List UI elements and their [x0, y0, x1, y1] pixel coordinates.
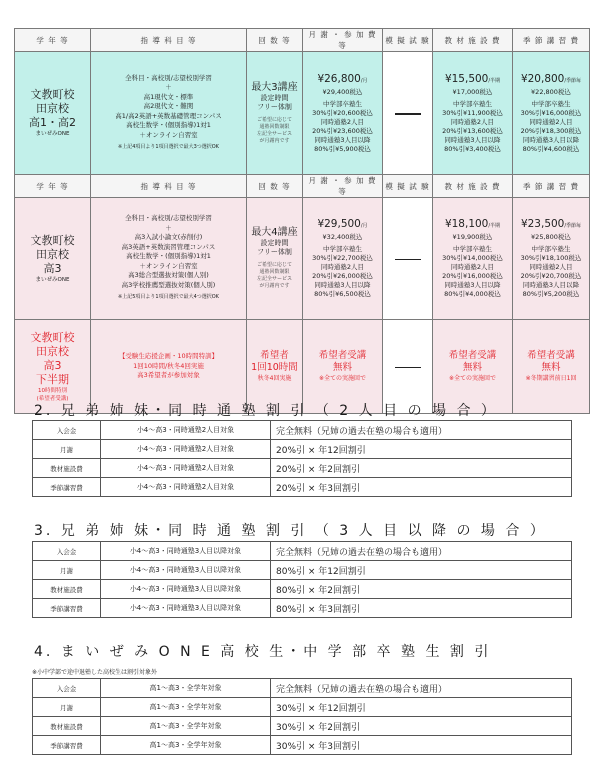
fee-label: 月謝 [33, 698, 101, 717]
table-row [33, 580, 572, 599]
price-line: 80%引¥5,900税込 [314, 144, 371, 153]
header-cell: 教 材 施 設 費 [433, 175, 513, 198]
target-cell: 高1〜高3・全学年対象 [101, 698, 271, 717]
fee-label: 月謝 [33, 561, 101, 580]
header-cell: 指 導 科 目 等 [91, 175, 247, 198]
campus-note: 10時間特別 [38, 387, 67, 394]
price-line: 80%引¥6,500税込 [314, 290, 371, 298]
discount-cell: 完全無料（兄姉の過去在塾の場合も適用） [271, 679, 572, 698]
price-line: 中学部卒塾生 [323, 245, 362, 253]
target-cell: 小4〜高3・同時通塾2人目対象 [101, 421, 271, 440]
header-cell: 学 年 等 [15, 175, 91, 198]
fee-main: 希望者受講 [527, 350, 575, 361]
price-line: 中学部卒塾生 [323, 99, 362, 108]
price-main [433, 73, 512, 88]
fee-label: 季節講習費 [33, 736, 101, 755]
price-tax: ¥19,900税込 [452, 233, 493, 241]
subject-line: 高3総合型選抜対策(個人別) [128, 271, 209, 280]
subject-line: 高1/高2英語+英数基礎管理コンパス [115, 111, 222, 120]
target-cell: 小4〜高3・同時通塾3人目以降対象 [101, 599, 271, 618]
fee-label: 教材施設費 [33, 717, 101, 736]
campus-name: 田京校 [36, 102, 69, 115]
table-row [33, 679, 572, 698]
price-tax: ¥25,800税込 [531, 233, 571, 241]
fee-label: 教材施設費 [33, 580, 101, 599]
price-main [303, 218, 382, 233]
price-tax: ¥22,800税込 [531, 87, 571, 96]
term-label: 下半期 [36, 372, 69, 386]
price-line: 同時通塾3人目以降 [444, 135, 501, 144]
price-main [433, 218, 512, 233]
price-unit: /半期 [488, 223, 501, 229]
discount-cell: 30%引 × 年12回割引 [271, 698, 572, 717]
fee-label: 入会金 [33, 679, 101, 698]
times-sub: フリー体制 [257, 102, 292, 111]
price-unit: /季節毎 [564, 77, 582, 84]
price-line: 中学部卒塾生 [531, 99, 571, 108]
subjects-cell [91, 52, 247, 175]
fee-note: ※冬期講習前日1回 [525, 375, 577, 382]
price-main [303, 73, 382, 88]
price-line: 同時通塾2人目 [320, 117, 365, 126]
monthly-fee-cell [303, 198, 383, 320]
mock-exam-cell [383, 198, 433, 320]
fee-main: 無料 [541, 362, 561, 373]
price-line: 同時通塾3人目以降 [522, 281, 580, 289]
discount-cell: 30%引 × 年3回割引 [271, 736, 572, 755]
grade-label: 高3 [43, 261, 62, 275]
subject-line: 高1現代文・標準 [143, 92, 194, 101]
price-line: 80%引¥4,000税込 [444, 290, 501, 298]
discount-cell: 20%引 × 年12回割引 [271, 440, 572, 459]
price-unit: /月 [360, 77, 368, 84]
fee-note: ※全ての実施回で [448, 375, 497, 382]
table-row [33, 478, 572, 497]
brand-label: まいぜみONE [35, 276, 70, 283]
table-row [33, 561, 572, 580]
grade-label: 高3 [43, 358, 62, 372]
times-note-line: 通塾回数制限 [259, 269, 290, 275]
campus-cell [15, 198, 91, 320]
price-tax: ¥17,000税込 [452, 87, 493, 96]
table-row [33, 440, 572, 459]
price-tax: ¥32,400税込 [322, 233, 363, 241]
discount-cell: 80%引 × 年12回割引 [271, 561, 572, 580]
campus-name: 田京校 [36, 344, 69, 358]
discount-cell: 80%引 × 年2回割引 [271, 580, 572, 599]
table-row [33, 459, 572, 478]
header-cell: 教 材 施 設 費 [433, 29, 513, 52]
price-value: ¥20,800 [520, 72, 565, 85]
header-cell: 指 導 科 目 等 [91, 29, 247, 52]
subject-line: 高3学校推薦型選抜対策(個人別) [121, 280, 216, 289]
seasonal-fee-cell [513, 320, 590, 414]
discount-cell: 完全無料（兄姉の過去在塾の場合も適用） [271, 542, 572, 561]
price-line: 同時通塾2人目 [450, 263, 495, 271]
price-line: 80%引¥4,600税込 [522, 144, 580, 153]
section-note: ※小中学部で途中退塾した高校生は割引対象外 [32, 669, 158, 676]
fee-label: 季節講習費 [33, 599, 101, 618]
seasonal-fee-cell [513, 52, 590, 175]
price-line: 同時通塾2人目 [450, 117, 495, 126]
times-note-line: ご希望に応じて [256, 116, 292, 123]
subject-line: 高校生数学・(個別指導)1対1 [126, 121, 211, 129]
header-cell: 学 年 等 [15, 29, 91, 52]
discount-table [32, 678, 572, 755]
price-value: ¥15,500 [444, 72, 489, 85]
table-row [33, 421, 572, 440]
fee-label: 入会金 [33, 421, 101, 440]
times-sub: 設定時間 [260, 93, 289, 102]
price-value: ¥29,500 [317, 218, 361, 230]
dash-mark [395, 367, 421, 369]
discount-cell: 80%引 × 年3回割引 [271, 599, 572, 618]
times-cell [247, 198, 303, 320]
times-note-line: 通塾回数制限 [259, 123, 290, 130]
discount-table [32, 541, 572, 618]
target-cell: 小4〜高3・同時通塾2人目対象 [101, 440, 271, 459]
price-line: 中学部卒塾生 [531, 245, 571, 253]
price-line: 30%引¥16,000税込 [520, 108, 582, 117]
price-line: 中学部卒塾生 [453, 245, 492, 253]
section-title: 4. ま い ぜ み O N E 高 校 生・中 学 部 卒 塾 生 割 引 [34, 644, 492, 660]
discount-cell: 20%引 × 年3回割引 [271, 478, 572, 497]
price-main [513, 73, 589, 88]
price-unit: /半期 [488, 77, 501, 84]
campus-name: 文教町校 [30, 233, 75, 247]
subject-line: ＋ [165, 83, 172, 91]
price-line: 80%引¥3,400税込 [444, 144, 501, 153]
campus-name: 田京校 [36, 247, 69, 261]
header-cell: 季 節 講 習 費 [513, 29, 590, 52]
times-note-line: が月謝内です [259, 137, 290, 144]
header-cell: 模 擬 試 験 [383, 175, 433, 198]
times-note-line: ご希望に応じて [256, 262, 292, 268]
fee-main: 無料 [332, 362, 352, 373]
times-note [247, 117, 302, 145]
price-line: 同時通塾2人目 [529, 263, 573, 271]
price-tax: ¥29,400税込 [322, 87, 363, 96]
price-line: 中学部卒塾生 [453, 99, 492, 108]
monthly-fee-cell [303, 52, 383, 175]
dash-mark [395, 113, 421, 115]
price-line: 同時通塾3人目以降 [314, 281, 371, 289]
table-row [33, 698, 572, 717]
subject-line: 全科目・高校別/志望校別学習 [125, 214, 212, 223]
table-header-row [15, 29, 590, 52]
price-unit: /季節毎 [564, 223, 582, 229]
subject-line: 【受験生応援企画・10時間特訓】 [118, 352, 219, 361]
table-row [15, 52, 590, 175]
price-line: 同時通塾3人目以降 [444, 281, 501, 289]
subjects-note: ※上記5項目より1項目選択で最大4つ選択OK [118, 294, 219, 301]
campus-note: (希望者受講) [36, 395, 69, 402]
price-line: 30%引¥11,900税込 [442, 108, 503, 117]
section-title: 2. 兄 弟 姉 妹・同 時 通 塾 割 引 （ 2 人 目 の 場 合 ） [34, 403, 498, 419]
discount-table [32, 420, 572, 497]
discount-cell: 30%引 × 年2回割引 [271, 717, 572, 736]
price-value: ¥18,100 [444, 218, 489, 230]
times-note-line: 左記全サービス [256, 276, 292, 282]
price-line: 同時通塾2人目 [529, 117, 573, 126]
fee-main: 希望者受講 [448, 350, 497, 361]
price-line: 30%引¥20,600税込 [312, 108, 373, 117]
times-sub: 秋冬4回実施 [257, 375, 292, 382]
price-line: 20%引¥13,600税込 [442, 126, 503, 135]
subject-line: 高3入試小論文(赤削付) [134, 233, 203, 242]
fee-table [14, 28, 590, 414]
header-cell: 回 数 等 [247, 29, 303, 52]
target-cell: 高1〜高3・全学年対象 [101, 717, 271, 736]
fee-label: 教材施設費 [33, 459, 101, 478]
campus-cell [15, 52, 91, 175]
times-main: 希望者 [260, 350, 289, 361]
times-sub: フリー体制 [257, 248, 292, 256]
subject-line: ＋オンライン自習室 [139, 130, 198, 139]
fee-main: 希望者受講 [318, 350, 367, 361]
campus-name: 文教町校 [30, 88, 75, 101]
price-line: 20%引¥18,300税込 [520, 126, 582, 135]
discount-cell: 20%引 × 年2回割引 [271, 459, 572, 478]
price-line: 20%引¥20,700税込 [520, 272, 582, 280]
price-unit: /月 [360, 223, 368, 229]
material-fee-cell [433, 198, 513, 320]
header-cell: 模 擬 試 験 [383, 29, 433, 52]
target-cell: 小4〜高3・同時通塾3人目以降対象 [101, 580, 271, 599]
price-line: 20%引¥26,000税込 [312, 272, 373, 280]
subject-line: 1回10時間/秋冬4回実施 [133, 361, 204, 370]
table-header-row [15, 175, 590, 198]
header-cell: 回 数 等 [247, 175, 303, 198]
target-cell: 小4〜高3・同時通塾3人目以降対象 [101, 561, 271, 580]
fee-label: 月謝 [33, 440, 101, 459]
material-fee-cell [433, 52, 513, 175]
table-row [33, 599, 572, 618]
subjects-cell [91, 198, 247, 320]
times-cell [247, 52, 303, 175]
price-line: 20%引¥23,600税込 [312, 126, 373, 135]
header-cell: 季 節 講 習 費 [513, 175, 590, 198]
subject-line: 高3希望者が参加対象 [137, 371, 200, 380]
price-line: 20%引¥16,000税込 [442, 272, 503, 280]
target-cell: 高1〜高3・全学年対象 [101, 736, 271, 755]
price-line: 30%引¥18,100税込 [520, 254, 582, 262]
target-cell: 高1〜高3・全学年対象 [101, 679, 271, 698]
price-line: 80%引¥5,200税込 [522, 290, 580, 298]
price-line: 30%引¥14,000税込 [442, 254, 503, 262]
subjects-note: ※上記4項目より1項目選択で最大3つ選択OK [118, 144, 219, 150]
times-main: 最大4講座 [251, 227, 298, 238]
brand-label: まいぜみONE [35, 131, 70, 137]
grade-label: 高1・高2 [29, 116, 76, 129]
times-note [247, 262, 302, 290]
price-value: ¥23,500 [520, 218, 565, 230]
subject-line: ＋ [165, 223, 172, 232]
price-line: 同時通塾2人目 [320, 263, 365, 271]
fee-label: 入会金 [33, 542, 101, 561]
fee-note: ※全ての実施回で [318, 375, 367, 382]
times-note-line: 左記全サービス [256, 130, 292, 137]
subject-line: ＋オンライン自習室 [139, 261, 198, 270]
header-cell: 月 謝 ・ 参 加 費 等 [303, 29, 383, 52]
target-cell: 小4〜高3・同時通塾2人目対象 [101, 459, 271, 478]
times-sub: 設定時間 [260, 239, 289, 247]
campus-name: 文教町校 [30, 330, 75, 344]
fee-label: 季節講習費 [33, 478, 101, 497]
table-row [33, 736, 572, 755]
times-note-line: が月謝内です [259, 283, 290, 289]
times-main: 最大3講座 [251, 81, 298, 93]
subject-line: 高校生数学・(個別指導)1対1 [126, 252, 211, 261]
header-cell: 月 謝 ・ 参 加 費 等 [303, 175, 383, 198]
price-line: 30%引¥22,700税込 [312, 254, 373, 262]
target-cell: 小4〜高3・同時通塾3人目以降対象 [101, 542, 271, 561]
price-value: ¥26,800 [317, 72, 361, 85]
table-row [33, 542, 572, 561]
dash-mark [395, 259, 421, 261]
seasonal-fee-cell [513, 198, 590, 320]
subject-line: 高3英語+英数演習管理コンパス [121, 242, 216, 251]
price-line: 同時通塾3人目以降 [314, 135, 371, 144]
target-cell: 小4〜高3・同時通塾2人目対象 [101, 478, 271, 497]
price-line: 同時通塾3人目以降 [522, 135, 580, 144]
table-row [33, 717, 572, 736]
mock-exam-cell [383, 52, 433, 175]
times-main: 1回10時間 [251, 362, 298, 373]
discount-cell: 完全無料（兄姉の過去在塾の場合も適用） [271, 421, 572, 440]
section-title: 3. 兄 弟 姉 妹・同 時 通 塾 割 引 （ 3 人 目 以 降 の 場 合 ） [34, 523, 547, 539]
fee-main: 無料 [462, 362, 482, 373]
price-main [513, 218, 589, 233]
subject-line: 高2現代文・難関 [143, 102, 194, 110]
table-row [15, 198, 590, 320]
subject-line: 全科目・高校別/志望校別学習 [125, 73, 212, 82]
